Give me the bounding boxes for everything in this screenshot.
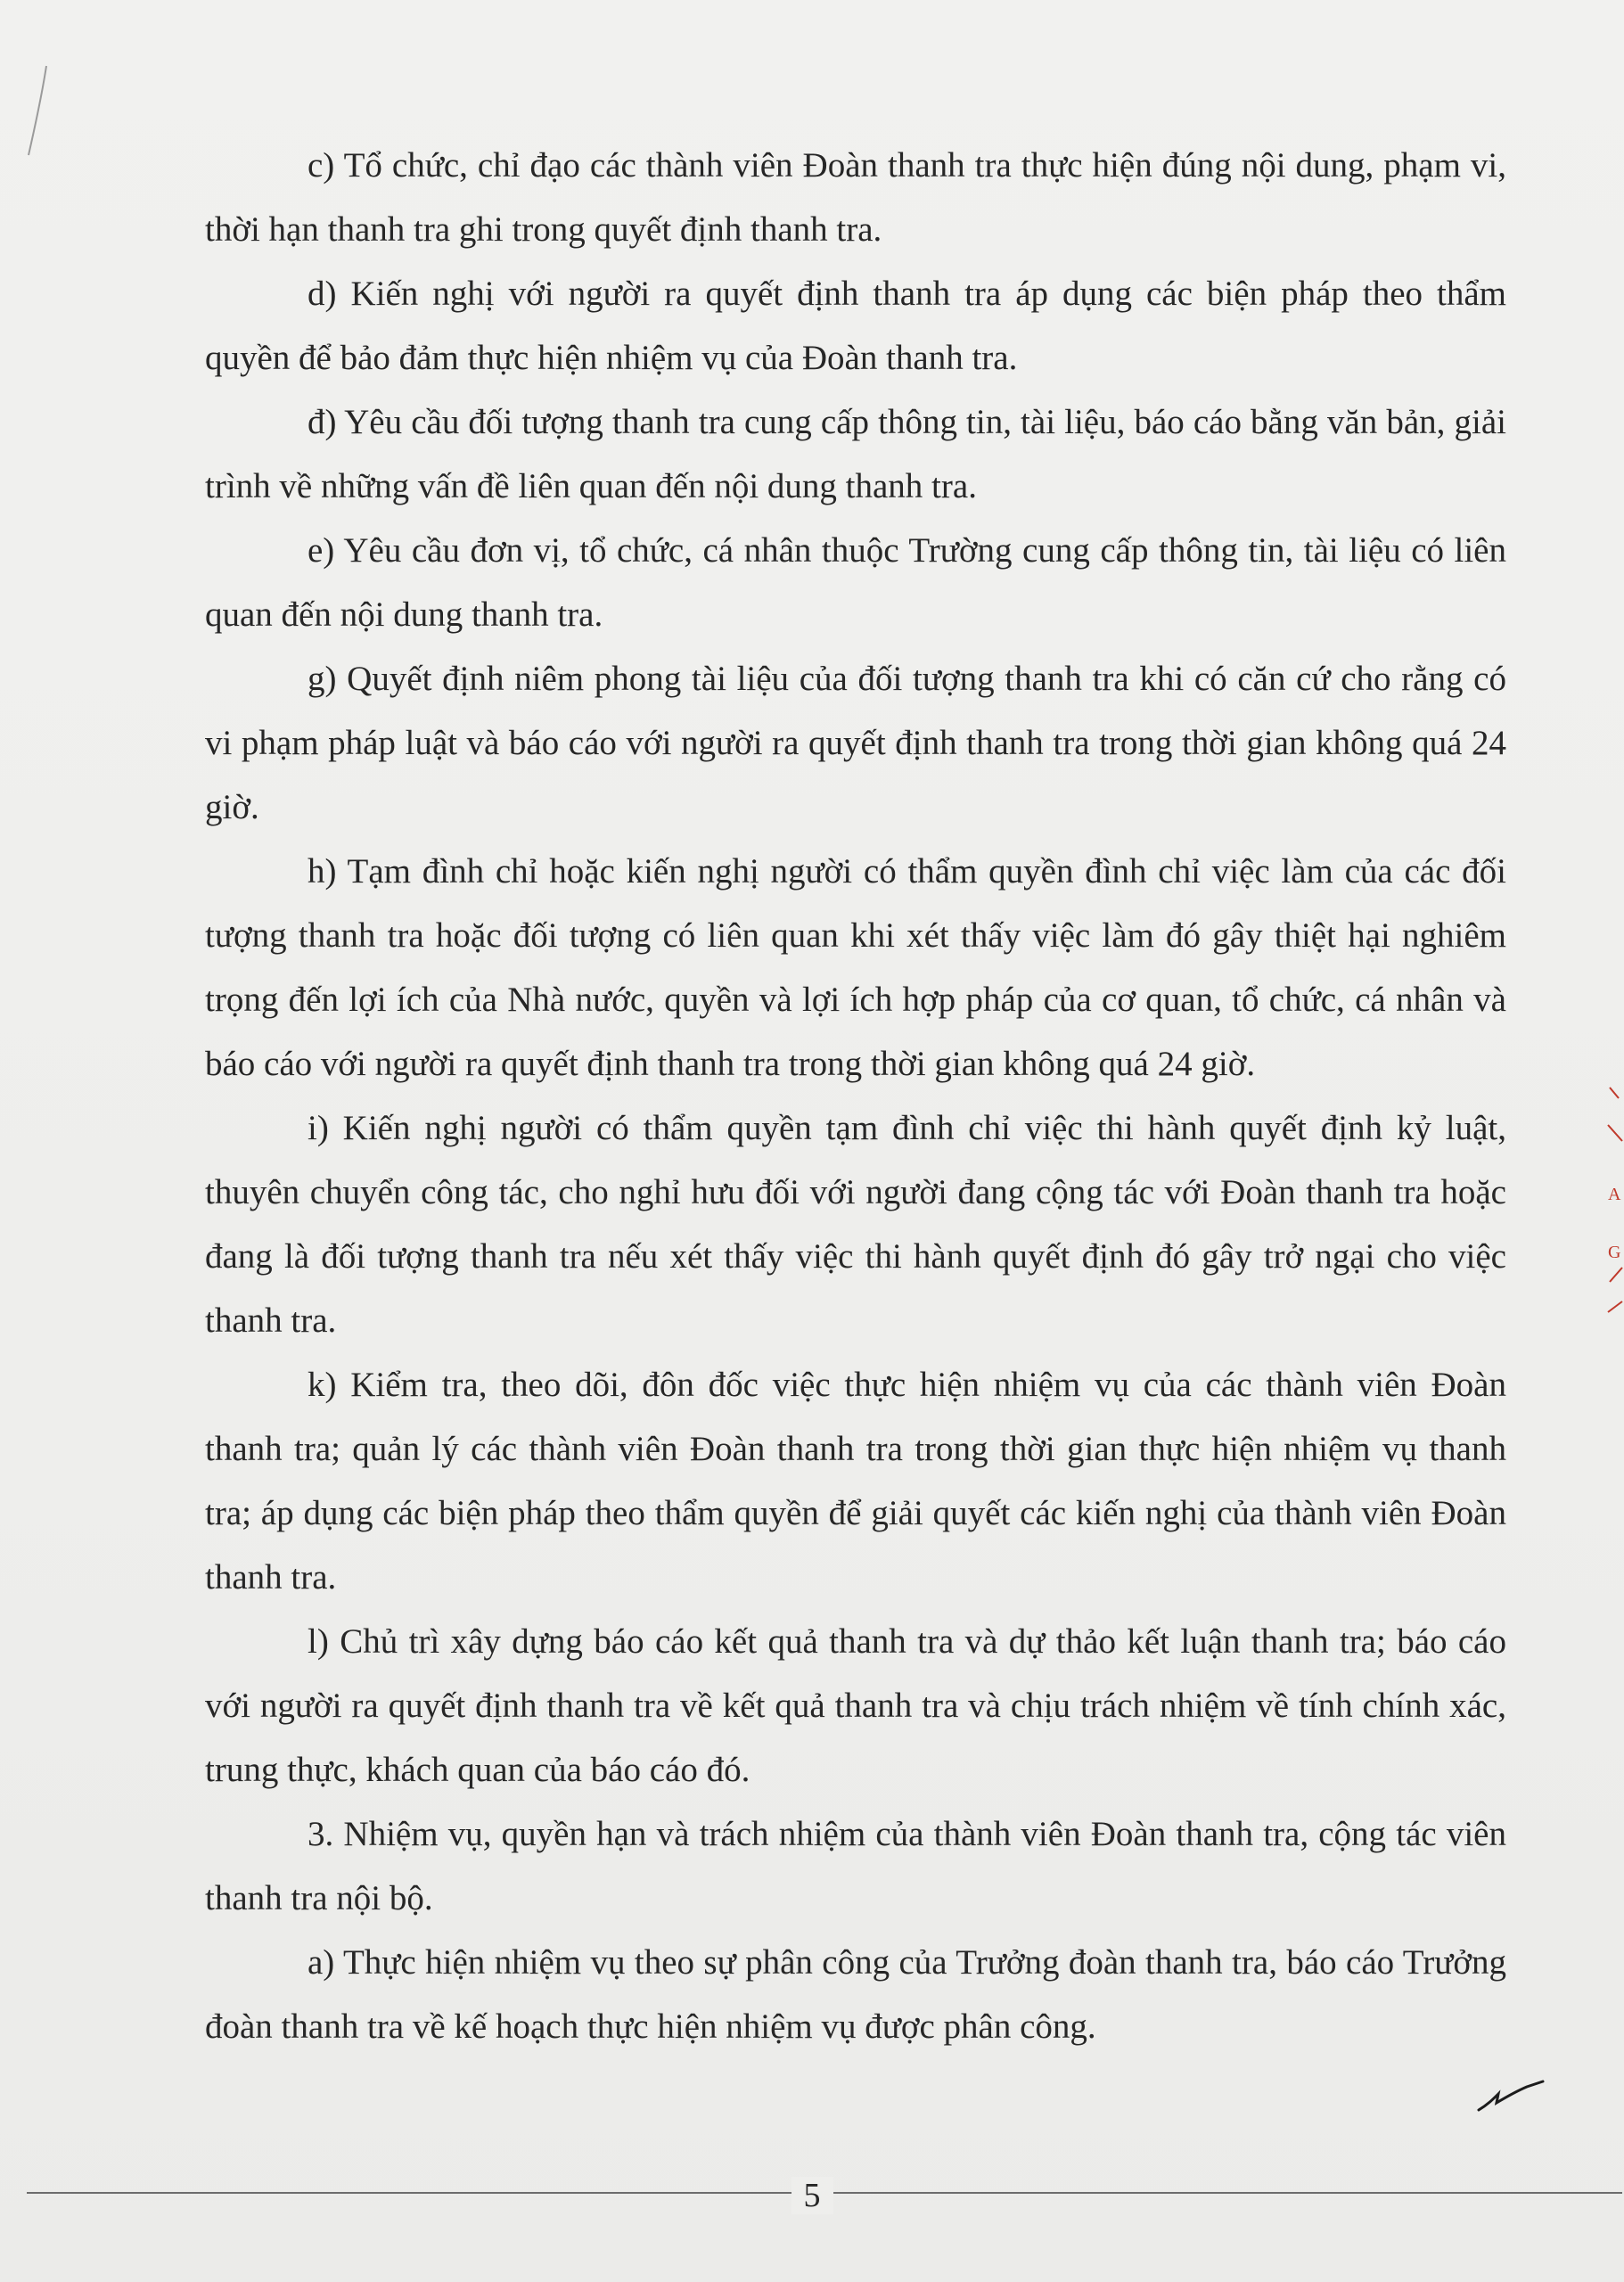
paragraph-dd: đ) Yêu cầu đối tượng thanh tra cung cấp thông tin, tài liệu, báo cáo bằng văn bản, giải trình về những vấn đề liên quan đến nội dung thanh tra.	[205, 403, 1506, 505]
paragraph-k: k) Kiểm tra, theo dõi, đôn đốc việc thực hiện nhiệm vụ của các thành viên Đoàn thanh tra; quản lý các thành viên Đoàn thanh tra trong thời gian thực hiện nhiệm vụ thanh tra; áp dụng các biện pháp theo thẩm quyền để giải quyết các kiến nghị của thành viên Đoàn thanh tra.	[205, 1366, 1506, 1597]
paragraph-c: c) Tổ chức, chỉ đạo các thành viên Đoàn thanh tra thực hiện đúng nội dung, phạm vi, thời hạn thanh tra ghi trong quyết định thanh tra.	[205, 146, 1506, 249]
stamp-letter-g: G	[1608, 1243, 1621, 1262]
stamp-arc-icon	[1601, 1079, 1624, 1346]
paragraph-g: g) Quyết định niêm phong tài liệu của đối tượng thanh tra khi có căn cứ cho rằng có vi phạm pháp luật và báo cáo với người ra quyết định thanh tra trong thời gian không quá 24 giờ.	[205, 660, 1506, 826]
page-number-value: 5	[791, 2177, 833, 2214]
paragraph-h: h) Tạm đình chỉ hoặc kiến nghị người có thẩm quyền đình chỉ việc làm của các đối tượng thanh tra hoặc đối tượng có liên quan khi xét thấy việc làm đó gây thiệt hại nghiêm trọng đến lợi ích của Nhà nước, quyền và lợi ích hợp pháp của cơ quan, tổ chức, cá nhân và báo cáo với người ra quyết định thanh tra trong thời gian không quá 24 giờ.	[205, 852, 1506, 1083]
stamp-letter-a: A	[1608, 1185, 1621, 1204]
document-body	[205, 134, 1506, 2059]
paragraph-i: i) Kiến nghị người có thẩm quyền tạm đình chỉ việc thi hành quyết định kỷ luật, thuyên chuyển công tác, cho nghỉ hưu đối với người đang cộng tác với Đoàn thanh tra hoặc đang là đối tượng thanh tra nếu xét thấy việc thi hành quyết định đó gây trở ngại cho việc thanh tra.	[205, 1109, 1506, 1340]
section-3-heading: 3. Nhiệm vụ, quyền hạn và trách nhiệm của thành viên Đoàn thanh tra, cộng tác viên thanh tra nội bộ.	[205, 1815, 1506, 1917]
paragraph-l: l) Chủ trì xây dựng báo cáo kết quả thanh tra và dự thảo kết luận thanh tra; báo cáo với người ra quyết định thanh tra về kết quả thanh tra và chịu trách nhiệm về tính chính xác, trung thực, khách quan của báo cáo đó.	[205, 1622, 1506, 1789]
paragraph-3a: a) Thực hiện nhiệm vụ theo sự phân công của Trưởng đoàn thanh tra, báo cáo Trưởng đoàn thanh tra về kế hoạch thực hiện nhiệm vụ được phân công.	[205, 1943, 1506, 2046]
paragraph-e: e) Yêu cầu đơn vị, tổ chức, cá nhân thuộc Trường cung cấp thông tin, tài liệu có liên quan đến nội dung thanh tra.	[205, 531, 1506, 634]
stamp-fragment	[1601, 1079, 1624, 1346]
page-number	[0, 2178, 1624, 2213]
paragraph-d: d) Kiến nghị với người ra quyết định thanh tra áp dụng các biện pháp theo thẩm quyền để bảo đảm thực hiện nhiệm vụ của Đoàn thanh tra.	[205, 275, 1506, 377]
pen-scratch-icon	[20, 62, 55, 160]
initial-mark-icon	[1475, 2073, 1546, 2117]
